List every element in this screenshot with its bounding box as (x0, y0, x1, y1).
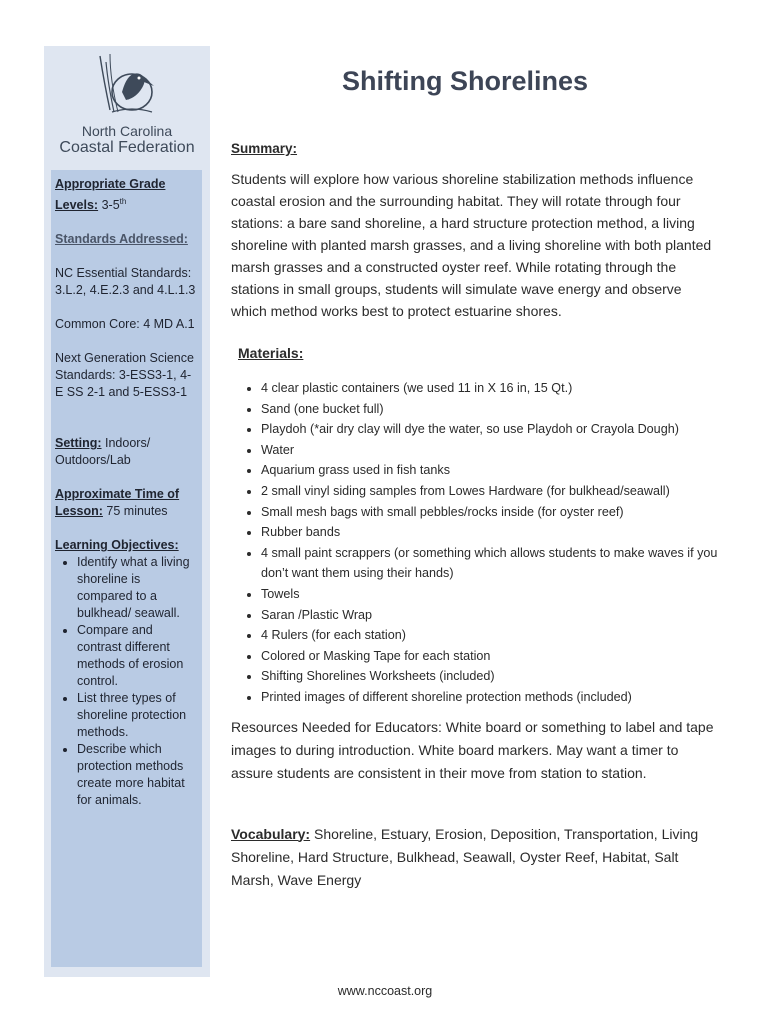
nc-standards: NC Essential Standards: 3.L.2, 4.E.2.3 and 4.L.1.3 (55, 266, 196, 298)
footer-url[interactable]: www.nccoast.org (337, 984, 433, 998)
page-title: Shifting Shorelines (341, 66, 589, 96)
nccf-logo (44, 52, 210, 168)
objectives-label: Learning Objectives: (55, 538, 179, 553)
list-item: • Water (261, 440, 721, 461)
objectives-list (55, 554, 198, 809)
lesson-time (55, 486, 198, 520)
grade-value: 3-5th (101, 197, 127, 213)
list-item: • 4 small paint scrappers (or something which allows students to make waves if you don’t want them using their hands) (261, 543, 721, 584)
standards-heading: Standards Addressed: (55, 232, 188, 247)
list-item: • Towels (261, 584, 721, 605)
vocab-text: Shoreline, Estuary, Erosion, Deposition, Transportation, Living Shoreline, Hard Structure, Bulkhead, Seawall, Oyster Reef, Habitat, Salt Marsh, Wave Energy (231, 825, 699, 888)
list-item: • Colored or Masking Tape for each station (261, 646, 721, 667)
grade-label: Appropriate Grade Levels: (55, 177, 166, 213)
summary-heading: Summary: (231, 141, 298, 156)
grade-levels (55, 176, 198, 214)
pelican-logo-icon (92, 52, 162, 122)
list-item: • Rubber bands (261, 522, 721, 543)
objective-item: • Compare and contrast different methods of erosion control. (77, 622, 198, 690)
setting-value: Indoors/ Outdoors/Lab (55, 436, 151, 468)
time-label: Approximate Time of Lesson: (55, 487, 180, 519)
resources-text: Resources Needed for Educators: White board or something to label and tape images to during introduction. White board markers. May want a timer to assure students are consistent in their move from station to station. (231, 718, 714, 781)
materials-heading: Materials: (238, 345, 304, 361)
logo-text-line1: North Carolina (81, 123, 173, 139)
list-item: • Sand (one bucket full) (261, 399, 721, 420)
materials-list (231, 378, 721, 708)
vocabulary (231, 823, 721, 892)
ngss-standards: Next Generation Science Standards: 3-ESS3-1, 4-E SS 2-1 and 5-ESS3-1 (55, 351, 194, 400)
summary-text: Students will explore how various shoreline stabilization methods influence coastal erosion and the surrounding habitat. They will rotate through four stations: a bare sand shoreline, a hard structure protection method, a living shoreline with planted marsh grasses, and a living shoreline with both planted marsh grasses and a constructed oyster reef. While rotating through the stations in small groups, students will simulate wave energy and observe which method works best to protect estuarine shores. (231, 171, 712, 319)
list-item: • Shifting Shorelines Worksheets (included) (261, 666, 721, 687)
list-item: • Saran /Plastic Wrap (261, 605, 721, 626)
list-item: • 4 Rulers (for each station) (261, 625, 721, 646)
list-item: • Aquarium grass used in fish tanks (261, 460, 721, 481)
vocab-heading: Vocabulary: (231, 825, 311, 842)
list-item: • 4 clear plastic containers (we used 11 in X 16 in, 15 Qt.) (261, 378, 721, 399)
sidebar-panel (51, 170, 202, 967)
main-content (231, 138, 721, 892)
objective-item: • List three types of shoreline protection methods. (77, 690, 198, 741)
setting-label: Setting: (55, 436, 102, 451)
list-item: • Small mesh bags with small pebbles/rocks inside (for oyster reef) (261, 502, 721, 523)
objective-item: • Describe which protection methods create more habitat for animals. (77, 741, 198, 809)
common-core: Common Core: 4 MD A.1 (55, 317, 195, 332)
objective-item: • Identify what a living shoreline is compared to a bulkhead/ seawall. (77, 554, 198, 622)
list-item: • Playdoh (*air dry clay will dye the water, so use Playdoh or Crayola Dough) (261, 419, 721, 440)
time-value: 75 minutes (102, 504, 168, 519)
list-item: • 2 small vinyl siding samples from Lowes Hardware (for bulkhead/seawall) (261, 481, 721, 502)
list-item: • Printed images of different shoreline protection methods (included) (261, 687, 721, 708)
objectives (55, 537, 198, 809)
setting (55, 435, 198, 469)
logo-text-line2: Coastal Federation (59, 139, 195, 156)
